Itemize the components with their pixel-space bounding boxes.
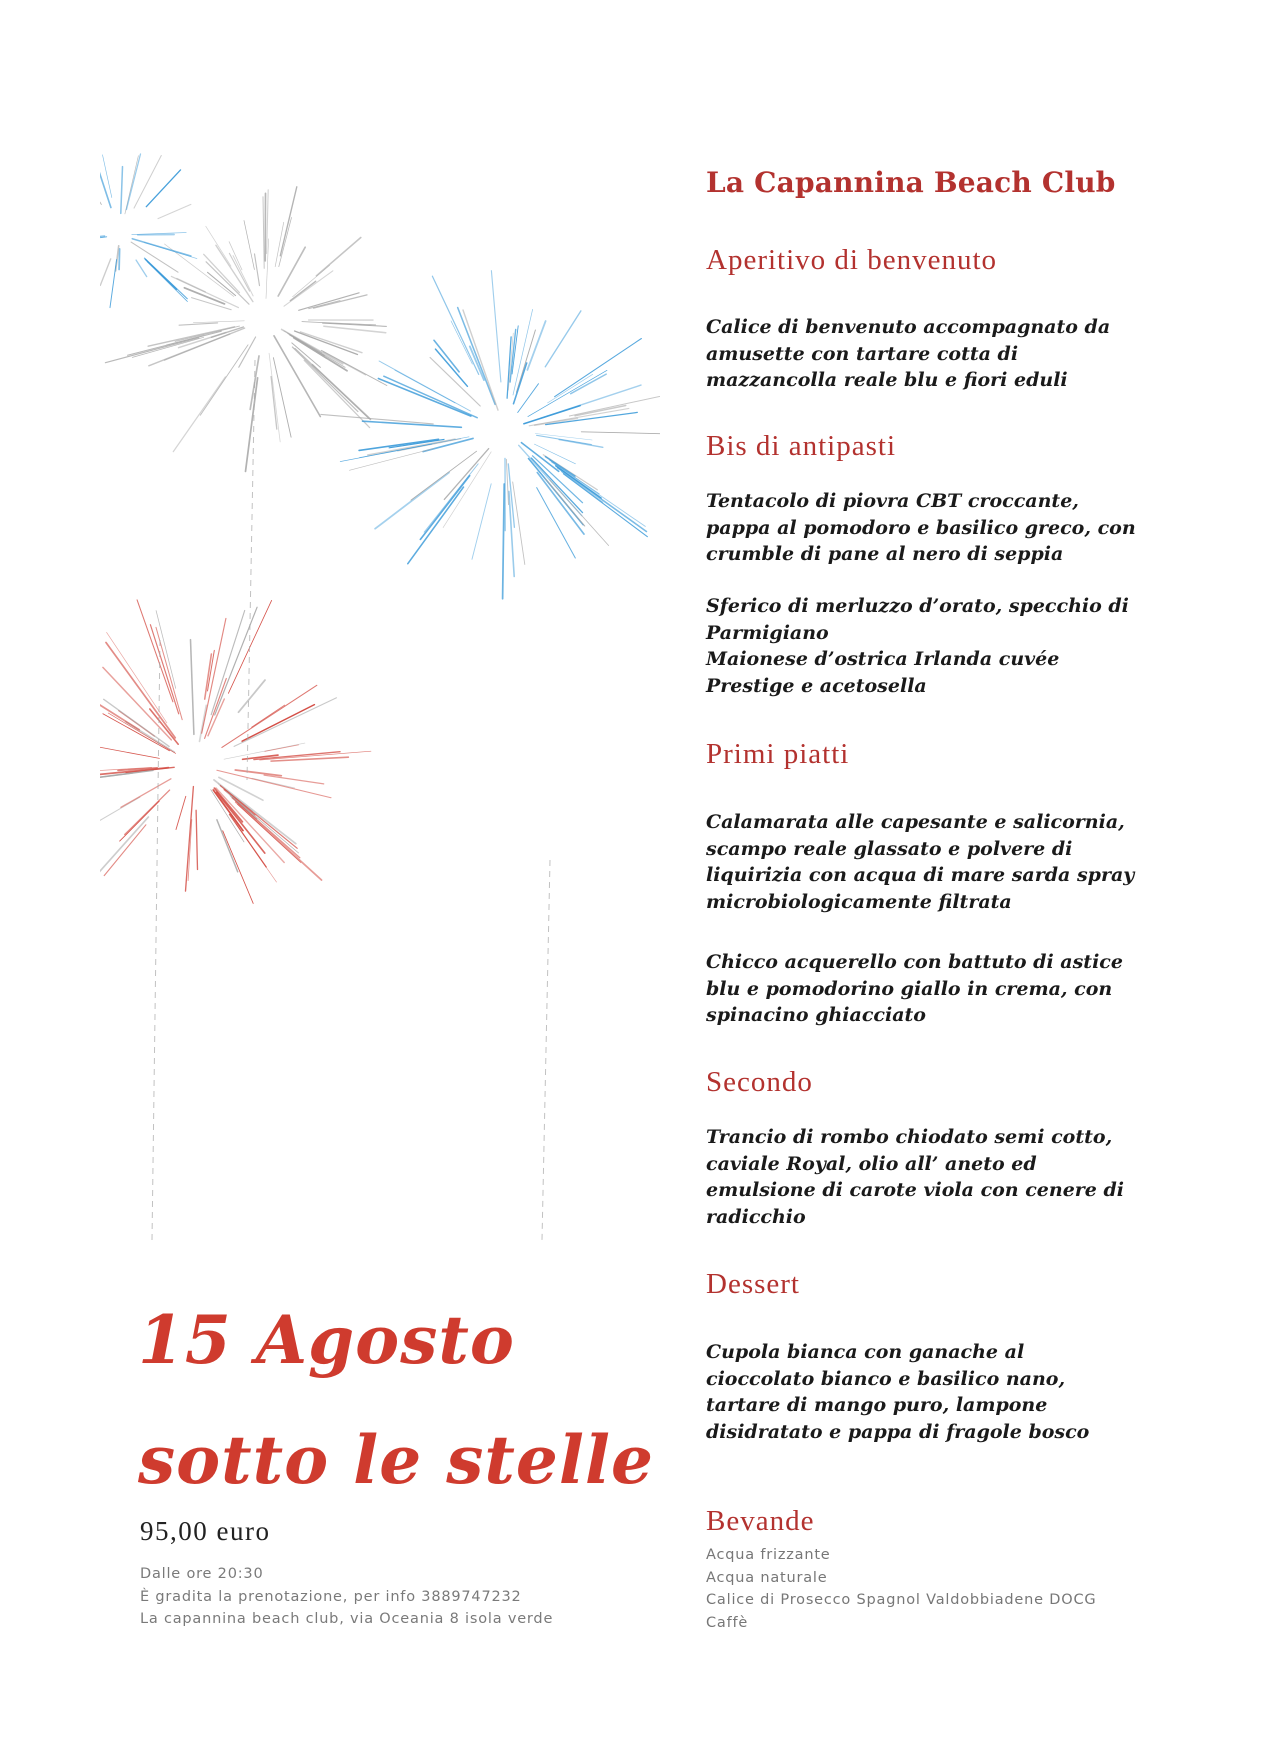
drink-item: Acqua frizzante xyxy=(706,1547,831,1563)
event-booking: È gradita la prenotazione, per info 3889747232 xyxy=(140,1588,522,1605)
dish-secondo: Trancio di rombo chiodato semi cotto, caviale Royal, olio all’ aneto ed emulsione di carote viola con cenere di radicchio xyxy=(706,1126,1125,1228)
section-title-antipasti: Bis di antipasti xyxy=(706,430,896,462)
drinks-list xyxy=(706,1544,1096,1634)
event-price: 95,00 euro xyxy=(140,1516,271,1546)
firework-trail xyxy=(152,640,160,1240)
burst-blue-small-firework xyxy=(100,154,197,308)
dish-aperitivo: Calice di benvenuto accompagnato da amusette con tartare cotta di mazzancolla reale blu e fiori eduli xyxy=(706,316,1111,391)
burst-gray-firework xyxy=(105,187,386,472)
drink-item: Caffè xyxy=(706,1614,749,1631)
section-title-secondo: Secondo xyxy=(706,1066,813,1098)
drink-item: Acqua naturale xyxy=(706,1569,828,1586)
event-info xyxy=(140,1563,553,1631)
firework-trail xyxy=(542,860,550,1240)
dish-antipasto-1: Tentacolo di piovra CBT croccante, pappa al pomodoro e basilico greco, con crumble di pane al nero di seppia xyxy=(706,490,1136,565)
event-headline: 15 Agosto sotto le stelle xyxy=(138,1301,654,1499)
section-title-primi: Primi piatti xyxy=(706,738,850,770)
event-address: La capannina beach club, via Oceania 8 isola verde xyxy=(140,1611,554,1627)
burst-red-firework xyxy=(100,600,371,904)
section-title-aperitivo: Aperitivo di benvenuto xyxy=(706,244,998,276)
section-title-dessert: Dessert xyxy=(706,1268,800,1300)
dish-dessert: Cupola bianca con ganache al cioccolato bianco e basilico nano, tartare di mango puro, lampone disidratato e pappa di fragole bosco xyxy=(706,1341,1090,1443)
section-title-bevande: Bevande xyxy=(706,1505,815,1537)
dish-primo-2: Chicco acquerello con battuto di astice blu e pomodorino giallo in crema, con spinacino ghiacciato xyxy=(706,951,1123,1026)
dish-antipasto-2: Sferico di merluzzo d’orato, specchio di Parmigiano Maionese d’ostrica Irlanda cuvée Prestige e acetosella xyxy=(706,595,1129,697)
fireworks-illustration xyxy=(100,140,660,1240)
dish-primo-1: Calamarata alle capesante e salicornia, scampo reale glassato e polvere di liquirizia con acqua di mare sarda spray microbiologicamente filtrata xyxy=(706,811,1135,913)
club-name: La Capannina Beach Club xyxy=(706,166,1116,199)
drink-item: Calice di Prosecco Spagnol Valdobbiadene DOCG xyxy=(706,1592,1097,1608)
event-time: Dalle ore 20:30 xyxy=(140,1566,264,1582)
